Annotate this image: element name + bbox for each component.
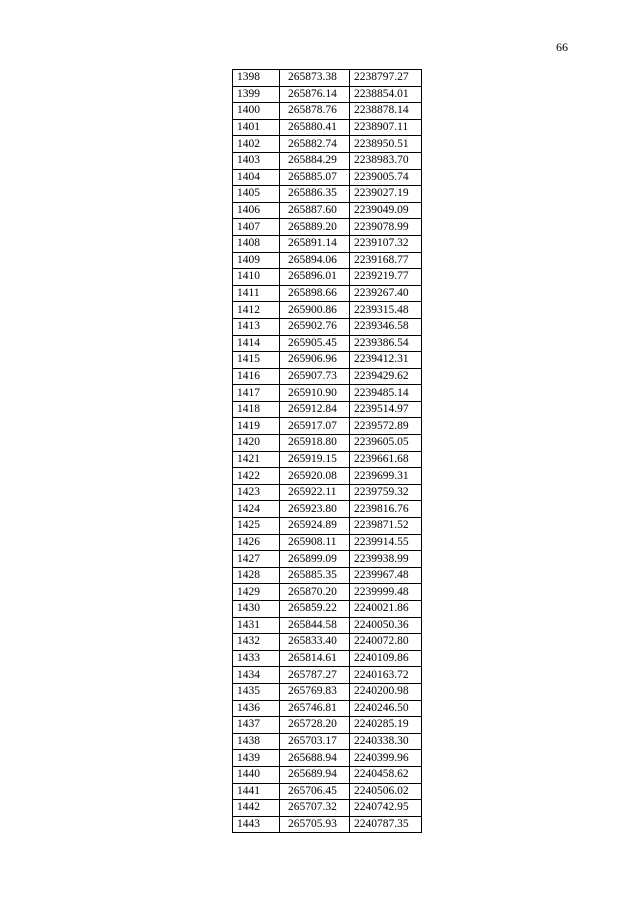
point-number-cell: 1438 [233, 733, 280, 750]
table-row [233, 269, 422, 286]
point-number-cell: 1411 [233, 285, 280, 302]
table-row [233, 136, 422, 153]
y-coordinate-cell: 2239605.05 [350, 435, 422, 452]
point-number-cell: 1425 [233, 518, 280, 535]
x-coordinate-cell: 265907.73 [280, 368, 350, 385]
y-coordinate-cell: 2238950.51 [350, 136, 422, 153]
y-coordinate-cell: 2239572.89 [350, 418, 422, 435]
x-coordinate-cell: 265885.35 [280, 567, 350, 584]
y-coordinate-cell: 2239412.31 [350, 352, 422, 369]
table-row [233, 169, 422, 186]
point-number-cell: 1416 [233, 368, 280, 385]
x-coordinate-cell: 265689.94 [280, 766, 350, 783]
point-number-cell: 1415 [233, 352, 280, 369]
table-row [233, 202, 422, 219]
y-coordinate-cell: 2239759.32 [350, 484, 422, 501]
point-number-cell: 1401 [233, 119, 280, 136]
table-row [233, 285, 422, 302]
point-number-cell: 1422 [233, 468, 280, 485]
table-row [233, 435, 422, 452]
point-number-cell: 1430 [233, 601, 280, 618]
table-row [233, 302, 422, 319]
y-coordinate-cell: 2240021.86 [350, 601, 422, 618]
table-row [233, 451, 422, 468]
point-number-cell: 1406 [233, 202, 280, 219]
table-row [233, 766, 422, 783]
x-coordinate-cell: 265920.08 [280, 468, 350, 485]
x-coordinate-cell: 265900.86 [280, 302, 350, 319]
y-coordinate-cell: 2239699.31 [350, 468, 422, 485]
y-coordinate-cell: 2240285.19 [350, 717, 422, 734]
point-number-cell: 1423 [233, 484, 280, 501]
point-number-cell: 1437 [233, 717, 280, 734]
y-coordinate-cell: 2239386.54 [350, 335, 422, 352]
point-number-cell: 1427 [233, 551, 280, 568]
x-coordinate-cell: 265728.20 [280, 717, 350, 734]
x-coordinate-cell: 265923.80 [280, 501, 350, 518]
point-number-cell: 1400 [233, 103, 280, 120]
point-number-cell: 1398 [233, 70, 280, 87]
x-coordinate-cell: 265880.41 [280, 119, 350, 136]
y-coordinate-cell: 2239661.68 [350, 451, 422, 468]
table-row [233, 352, 422, 369]
table-row [233, 235, 422, 252]
table-row [233, 501, 422, 518]
point-number-cell: 1404 [233, 169, 280, 186]
table-row [233, 385, 422, 402]
y-coordinate-cell: 2240200.98 [350, 683, 422, 700]
table-row [233, 186, 422, 203]
point-number-cell: 1410 [233, 269, 280, 286]
x-coordinate-cell: 265844.58 [280, 617, 350, 634]
table-row [233, 601, 422, 618]
x-coordinate-cell: 265887.60 [280, 202, 350, 219]
coordinates-table-body [233, 70, 422, 833]
y-coordinate-cell: 2239816.76 [350, 501, 422, 518]
y-coordinate-cell: 2239346.58 [350, 318, 422, 335]
y-coordinate-cell: 2240787.35 [350, 816, 422, 833]
x-coordinate-cell: 265898.66 [280, 285, 350, 302]
y-coordinate-cell: 2239078.99 [350, 219, 422, 236]
table-row [233, 468, 422, 485]
table-row [233, 700, 422, 717]
table-row [233, 567, 422, 584]
point-number-cell: 1439 [233, 750, 280, 767]
table-row [233, 152, 422, 169]
y-coordinate-cell: 2239429.62 [350, 368, 422, 385]
x-coordinate-cell: 265878.76 [280, 103, 350, 120]
x-coordinate-cell: 265859.22 [280, 601, 350, 618]
point-number-cell: 1434 [233, 667, 280, 684]
x-coordinate-cell: 265917.07 [280, 418, 350, 435]
y-coordinate-cell: 2238907.11 [350, 119, 422, 136]
x-coordinate-cell: 265814.61 [280, 650, 350, 667]
x-coordinate-cell: 265885.07 [280, 169, 350, 186]
x-coordinate-cell: 265884.29 [280, 152, 350, 169]
point-number-cell: 1442 [233, 800, 280, 817]
table-row [233, 534, 422, 551]
point-number-cell: 1402 [233, 136, 280, 153]
table-row [233, 551, 422, 568]
table-row [233, 733, 422, 750]
y-coordinate-cell: 2240506.02 [350, 783, 422, 800]
table-row [233, 783, 422, 800]
table-row [233, 318, 422, 335]
y-coordinate-cell: 2238878.14 [350, 103, 422, 120]
x-coordinate-cell: 265906.96 [280, 352, 350, 369]
coordinates-table [232, 69, 422, 833]
point-number-cell: 1436 [233, 700, 280, 717]
y-coordinate-cell: 2240163.72 [350, 667, 422, 684]
table-row [233, 219, 422, 236]
y-coordinate-cell: 2239049.09 [350, 202, 422, 219]
x-coordinate-cell: 265891.14 [280, 235, 350, 252]
point-number-cell: 1441 [233, 783, 280, 800]
y-coordinate-cell: 2239967.48 [350, 567, 422, 584]
point-number-cell: 1431 [233, 617, 280, 634]
point-number-cell: 1435 [233, 683, 280, 700]
y-coordinate-cell: 2240109.86 [350, 650, 422, 667]
x-coordinate-cell: 265889.20 [280, 219, 350, 236]
table-row [233, 70, 422, 87]
x-coordinate-cell: 265910.90 [280, 385, 350, 402]
point-number-cell: 1405 [233, 186, 280, 203]
table-row [233, 335, 422, 352]
point-number-cell: 1413 [233, 318, 280, 335]
table-row [233, 252, 422, 269]
x-coordinate-cell: 265706.45 [280, 783, 350, 800]
point-number-cell: 1399 [233, 86, 280, 103]
point-number-cell: 1428 [233, 567, 280, 584]
x-coordinate-cell: 265908.11 [280, 534, 350, 551]
x-coordinate-cell: 265870.20 [280, 584, 350, 601]
x-coordinate-cell: 265894.06 [280, 252, 350, 269]
table-row [233, 634, 422, 651]
y-coordinate-cell: 2239485.14 [350, 385, 422, 402]
y-coordinate-cell: 2240072.80 [350, 634, 422, 651]
y-coordinate-cell: 2239107.32 [350, 235, 422, 252]
x-coordinate-cell: 265905.45 [280, 335, 350, 352]
y-coordinate-cell: 2239938.99 [350, 551, 422, 568]
x-coordinate-cell: 265899.09 [280, 551, 350, 568]
y-coordinate-cell: 2240246.50 [350, 700, 422, 717]
table-row [233, 683, 422, 700]
x-coordinate-cell: 265918.80 [280, 435, 350, 452]
y-coordinate-cell: 2239315.48 [350, 302, 422, 319]
y-coordinate-cell: 2239219.77 [350, 269, 422, 286]
point-number-cell: 1440 [233, 766, 280, 783]
y-coordinate-cell: 2240742.95 [350, 800, 422, 817]
x-coordinate-cell: 265886.35 [280, 186, 350, 203]
point-number-cell: 1433 [233, 650, 280, 667]
point-number-cell: 1420 [233, 435, 280, 452]
x-coordinate-cell: 265688.94 [280, 750, 350, 767]
table-row [233, 750, 422, 767]
y-coordinate-cell: 2239871.52 [350, 518, 422, 535]
table-row [233, 650, 422, 667]
table-row [233, 584, 422, 601]
page-number: 66 [556, 40, 568, 54]
point-number-cell: 1421 [233, 451, 280, 468]
y-coordinate-cell: 2240458.62 [350, 766, 422, 783]
x-coordinate-cell: 265703.17 [280, 733, 350, 750]
table-row [233, 368, 422, 385]
point-number-cell: 1429 [233, 584, 280, 601]
point-number-cell: 1408 [233, 235, 280, 252]
point-number-cell: 1409 [233, 252, 280, 269]
y-coordinate-cell: 2238854.01 [350, 86, 422, 103]
x-coordinate-cell: 265896.01 [280, 269, 350, 286]
y-coordinate-cell: 2238983.70 [350, 152, 422, 169]
point-number-cell: 1426 [233, 534, 280, 551]
x-coordinate-cell: 265924.89 [280, 518, 350, 535]
x-coordinate-cell: 265919.15 [280, 451, 350, 468]
point-number-cell: 1412 [233, 302, 280, 319]
y-coordinate-cell: 2239514.97 [350, 401, 422, 418]
y-coordinate-cell: 2239999.48 [350, 584, 422, 601]
point-number-cell: 1424 [233, 501, 280, 518]
table-row [233, 418, 422, 435]
y-coordinate-cell: 2239005.74 [350, 169, 422, 186]
point-number-cell: 1443 [233, 816, 280, 833]
y-coordinate-cell: 2239027.19 [350, 186, 422, 203]
y-coordinate-cell: 2239914.55 [350, 534, 422, 551]
x-coordinate-cell: 265769.83 [280, 683, 350, 700]
y-coordinate-cell: 2239168.77 [350, 252, 422, 269]
y-coordinate-cell: 2240338.30 [350, 733, 422, 750]
table-row [233, 667, 422, 684]
table-row [233, 103, 422, 120]
table-row [233, 617, 422, 634]
point-number-cell: 1432 [233, 634, 280, 651]
x-coordinate-cell: 265707.32 [280, 800, 350, 817]
table-row [233, 119, 422, 136]
y-coordinate-cell: 2239267.40 [350, 285, 422, 302]
table-row [233, 86, 422, 103]
point-number-cell: 1419 [233, 418, 280, 435]
y-coordinate-cell: 2238797.27 [350, 70, 422, 87]
point-number-cell: 1407 [233, 219, 280, 236]
table-row [233, 484, 422, 501]
table-row [233, 518, 422, 535]
point-number-cell: 1403 [233, 152, 280, 169]
y-coordinate-cell: 2240399.96 [350, 750, 422, 767]
table-row [233, 816, 422, 833]
table-row [233, 717, 422, 734]
point-number-cell: 1418 [233, 401, 280, 418]
x-coordinate-cell: 265882.74 [280, 136, 350, 153]
x-coordinate-cell: 265912.84 [280, 401, 350, 418]
x-coordinate-cell: 265705.93 [280, 816, 350, 833]
x-coordinate-cell: 265787.27 [280, 667, 350, 684]
table-row [233, 401, 422, 418]
x-coordinate-cell: 265833.40 [280, 634, 350, 651]
x-coordinate-cell: 265902.76 [280, 318, 350, 335]
table-row [233, 800, 422, 817]
point-number-cell: 1414 [233, 335, 280, 352]
point-number-cell: 1417 [233, 385, 280, 402]
x-coordinate-cell: 265873.38 [280, 70, 350, 87]
x-coordinate-cell: 265746.81 [280, 700, 350, 717]
y-coordinate-cell: 2240050.36 [350, 617, 422, 634]
x-coordinate-cell: 265876.14 [280, 86, 350, 103]
x-coordinate-cell: 265922.11 [280, 484, 350, 501]
